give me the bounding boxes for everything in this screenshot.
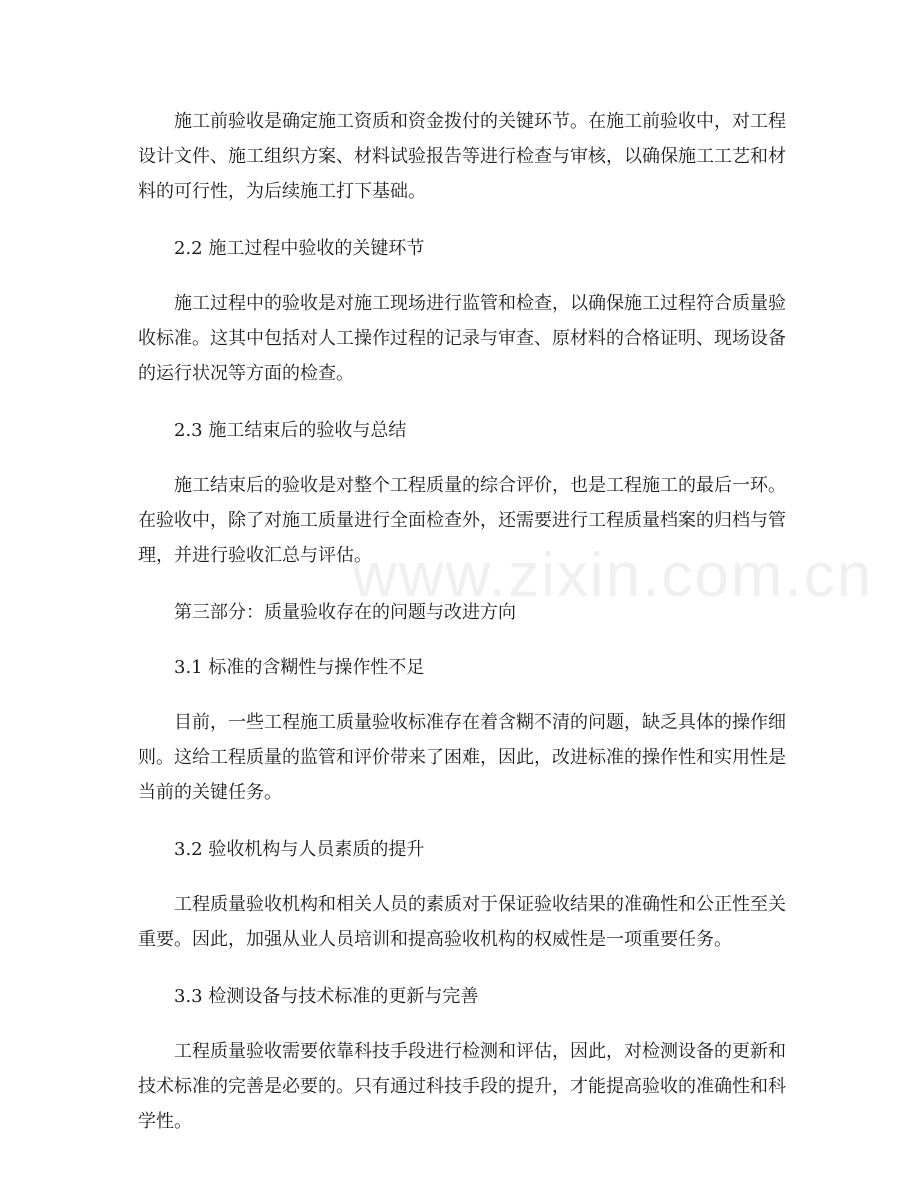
section-heading-3-3: 3.3 检测设备与技术标准的更新与完善	[174, 986, 479, 1007]
paragraph-pre-construction-acceptance: 施工前验收是确定施工资质和资金拨付的关键环节。在施工前验收中，对工程设计文件、施工组织方案、材料试验报告等进行检查与审核，以确保施工工艺和材料的可行性，为后续施工打下基础。	[138, 111, 786, 202]
section-heading-3-2: 3.2 验收机构与人员素质的提升	[174, 839, 425, 860]
paragraph-in-process-acceptance: 施工过程中的验收是对施工现场进行监管和检查，以确保施工过程符合质量验收标准。这其中包括对人工操作过程的记录与审查、原材料的合格证明、现场设备的运行状况等方面的检查。	[138, 293, 786, 384]
section-heading-3-1: 3.1 标准的含糊性与操作性不足	[174, 657, 425, 678]
paragraph-standards-ambiguity: 目前，一些工程施工质量验收标准存在着含糊不清的问题，缺乏具体的操作细则。这给工程质量的监管和评价带来了困难，因此，改进标准的操作性和实用性是当前的关键任务。	[138, 712, 786, 803]
paragraph-personnel-quality: 工程质量验收机构和相关人员的素质对于保证验收结果的准确性和公正性至关重要。因此，加强从业人员培训和提高验收机构的权威性是一项重要任务。	[138, 894, 786, 950]
section-heading-2-3: 2.3 施工结束后的验收与总结	[174, 420, 407, 441]
paragraph-post-construction-acceptance: 施工结束后的验收是对整个工程质量的综合评价，也是工程施工的最后一环。在验收中，除了对施工质量进行全面检查外，还需要进行工程质量档案的归档与管理，并进行验收汇总与评估。	[138, 475, 786, 566]
part-heading-3: 第三部分：质量验收存在的问题与改进方向	[174, 602, 516, 623]
paragraph-equipment-standards: 工程质量验收需要依靠科技手段进行检测和评估，因此，对检测设备的更新和技术标准的完善是必要的。只有通过科技手段的提升，才能提高验收的准确性和科学性。	[138, 1041, 786, 1132]
document-body	[138, 104, 786, 1161]
watermark: www.zixin.com.cn	[352, 541, 874, 610]
section-heading-2-2: 2.2 施工过程中验收的关键环节	[174, 238, 425, 259]
